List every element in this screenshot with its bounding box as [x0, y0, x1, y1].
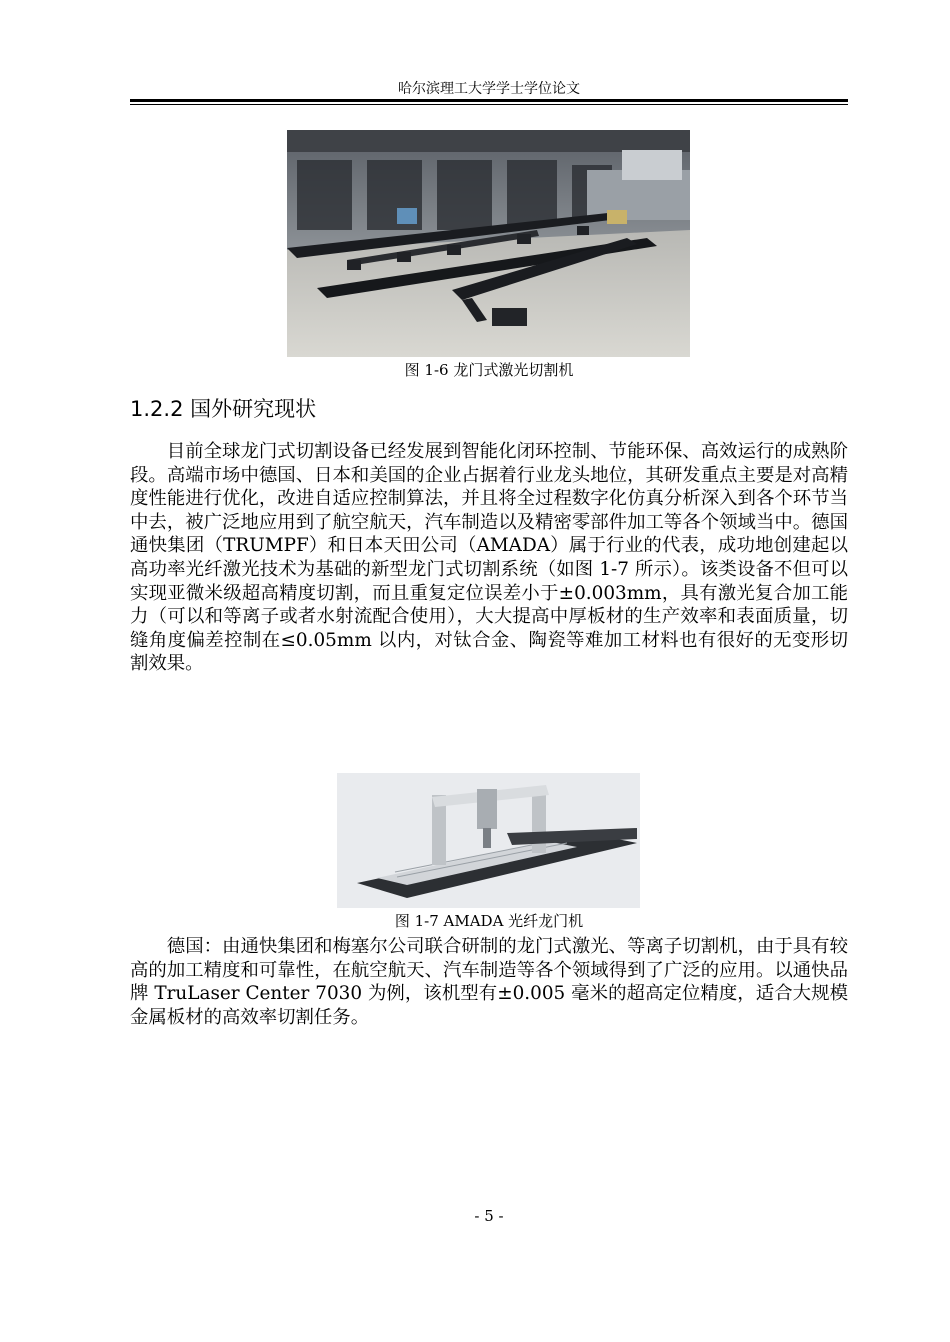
running-header: 哈尔滨理工大学学士学位论文	[398, 81, 580, 97]
figure-caption: 图 1-6 龙门式激光切割机	[404, 361, 574, 379]
figure-amada-fiber-gantry-render	[337, 773, 640, 908]
body-paragraph: 德国：由通快集团和梅塞尔公司联合研制的龙门式激光、等离子切割机，由于具有较高的加工精度和可靠性，在航空航天、汽车制造等各个领域得到了广泛的应用。以通快品牌 TruLaser Center 7030 为例，该机型有±0.005 毫米的超高定位精度，适合大规模金属板材的高效率切割任务。	[130, 936, 848, 1028]
section-heading: 1.2.2 国外研究现状	[130, 397, 317, 421]
page-number: - 5 -	[474, 1207, 504, 1225]
body-paragraph: 目前全球龙门式切割设备已经发展到智能化闭环控制、节能环保、高效运行的成熟阶段。高端市场中德国、日本和美国的企业占据着行业龙头地位，其研发重点主要是对高精度性能进行优化，改进自适应控制算法，并且将全过程数字化仿真分析深入到各个环节当中去，被广泛地应用到了航空航天，汽车制造以及精密零部件加工等各个领域当中。德国通快集团（TRUMPF）和日本天田公司（AMADA）属于行业的代表，成功地创建起以高功率光纤激光技术为基础的新型龙门式切割系统（如图 1-7 所示）。该类设备不但可以实现亚微米级超高精度切割，而且重复定位误差小于±0.003mm，具有激光复合加工能力（可以和等离子或者水射流配合使用），大大提高中厚板材的生产效率和表面质量，切缝角度偏差控制在≤0.05mm 以内，对钛合金、陶瓷等难加工材料也有很好的无变形切割效果。	[130, 441, 848, 675]
figure-gantry-laser-cutter-photo	[287, 130, 690, 357]
amada-render-illustration	[337, 773, 640, 908]
figure-caption: 图 1-7 AMADA 光纤龙门机	[394, 912, 584, 930]
gantry-photo-illustration	[287, 130, 690, 357]
header-rule-thick	[130, 99, 848, 102]
header-rule-thin	[130, 104, 848, 105]
